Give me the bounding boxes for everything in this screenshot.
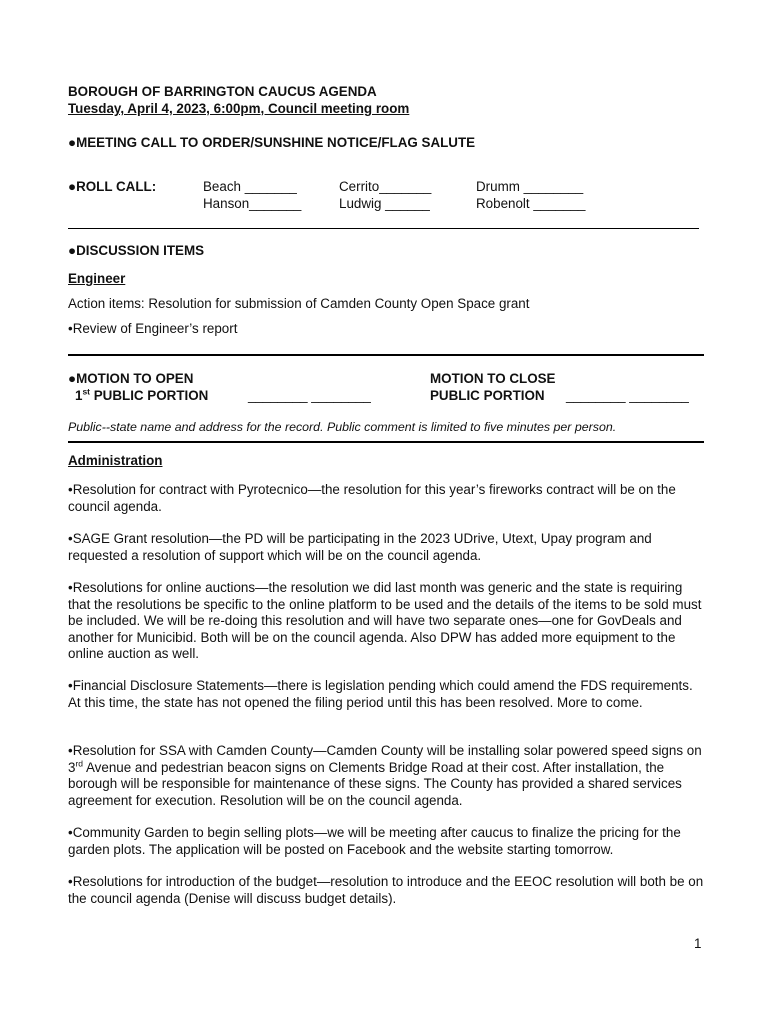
member-blank: _______ <box>379 179 432 194</box>
roll-call-member <box>339 179 431 194</box>
document-title: BOROUGH OF BARRINGTON CAUCUS AGENDA <box>68 84 377 99</box>
admin-item-community-garden: •Community Garden to begin selling plots—we will be meeting after caucus to finalize the pricing for the garden plots. The application will be posted on Facebook and the website starting tomorrow. <box>68 825 681 857</box>
discussion-heading: ●DISCUSSION ITEMS <box>68 243 205 258</box>
member-name: Hanson <box>203 196 250 211</box>
member-name: Ludwig <box>339 196 382 211</box>
roll-call-member <box>339 196 430 211</box>
engineer-heading: Engineer <box>68 271 126 286</box>
roll-call-label: ●ROLL CALL: <box>68 179 157 194</box>
admin-item-pyrotecnico: •Resolution for contract with Pyrotecnico—the resolution for this year’s fireworks contract will be on the council agenda. <box>68 482 676 514</box>
roll-call-member <box>203 196 301 211</box>
member-name: Drumm <box>476 179 520 194</box>
meeting-date: Tuesday, April 4, 2023, 6:00pm, Council meeting room <box>68 101 410 116</box>
divider <box>68 228 699 229</box>
admin-item-financial-disclosure: •Financial Disclosure Statements—there is legislation pending which could amend the FDS requirements. At this time, the state has not opened the filing period until this has been resolved. More to come. <box>68 678 693 710</box>
divider <box>68 354 704 356</box>
divider <box>68 441 704 443</box>
member-name: Beach <box>203 179 241 194</box>
engineer-review-item: •Review of Engineer’s report <box>68 321 238 336</box>
page-number: 1 <box>694 936 702 951</box>
admin-item-budget: •Resolutions for introduction of the budget—resolution to introduce and the EEOC resolution will both be on the council agenda (Denise will discuss budget details). <box>68 874 704 906</box>
motion-open-portion: 1st PUBLIC PORTION <box>75 386 209 403</box>
engineer-action-items: Action items: Resolution for submission of Camden County Open Space grant <box>68 296 530 311</box>
motion-close-portion: PUBLIC PORTION <box>430 388 545 403</box>
public-comment-note: Public--state name and address for the record. Public comment is limited to five minutes per person. <box>68 420 617 434</box>
motion-close-blanks: ________ ________ <box>566 388 689 403</box>
motion-open-label: ●MOTION TO OPEN <box>68 371 194 386</box>
member-blank: _______ <box>533 196 586 211</box>
administration-heading: Administration <box>68 453 163 468</box>
member-blank: _______ <box>249 196 302 211</box>
roll-call-member <box>476 179 583 194</box>
member-blank: ______ <box>385 196 430 211</box>
member-blank: ________ <box>523 179 584 194</box>
roll-call-member <box>476 196 585 211</box>
motion-close-label: MOTION TO CLOSE <box>430 371 556 386</box>
admin-item-sage-grant: •SAGE Grant resolution—the PD will be participating in the 2023 UDrive, Utext, Upay program and requested a resolution of support which will be on the council agenda. <box>68 531 652 563</box>
motion-open-blanks: ________ ________ <box>248 388 371 403</box>
member-blank: _______ <box>244 179 297 194</box>
roll-call-member <box>203 179 297 194</box>
admin-item-online-auctions: •Resolutions for online auctions—the resolution we did last month was generic and the state is requiring that the resolutions be specific to the online platform to be used and the details of the items to be sold must be included. We will be re-doing this resolution and will have two separate ones—one for GovDeals and another for Municibid. Both will be on the council agenda. Also DPW has added more equipment to the online auction as well. <box>68 580 702 662</box>
member-name: Cerrito <box>339 179 380 194</box>
call-to-order: ●MEETING CALL TO ORDER/SUNSHINE NOTICE/FLAG SALUTE <box>68 135 476 150</box>
admin-item-ssa-camden: •Resolution for SSA with Camden County—Camden County will be installing solar powered speed signs on 3rd Avenue and pedestrian beacon signs on Clements Bridge Road at their cost. After installation, the borough will be responsible for maintenance of these signs. The County has provided a shared services agreement for execution. Resolution will be on the council agenda. <box>68 743 702 808</box>
member-name: Robenolt <box>476 196 530 211</box>
